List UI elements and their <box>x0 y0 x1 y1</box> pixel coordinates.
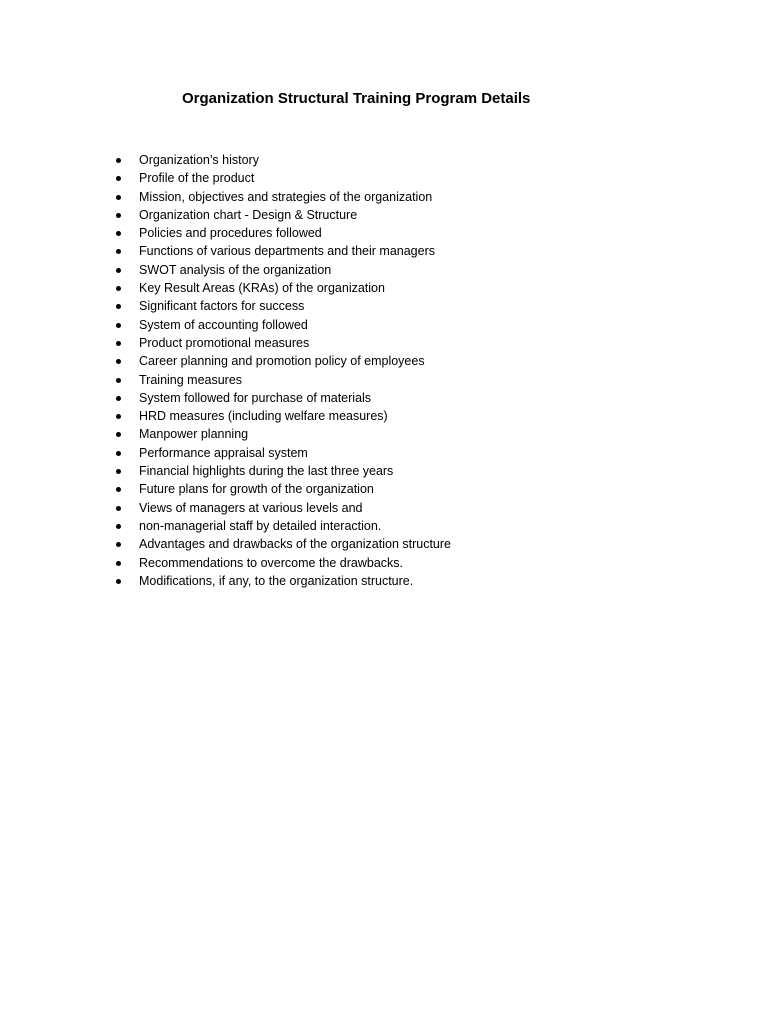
document-title: Organization Structural Training Program Details <box>182 90 531 107</box>
list-item-text: Organization’s history <box>139 153 259 167</box>
list-item-text: SWOT analysis of the organization <box>139 262 332 277</box>
list-item-text: Functions of various departments and their managers <box>139 244 435 259</box>
list-item-text: Product promotional measures <box>139 335 310 350</box>
list-item-text: Manpower planning <box>139 427 249 442</box>
list-item-text: Profile of the product <box>139 171 255 186</box>
list-item-text: System of accounting followed <box>139 317 308 332</box>
bullet-icon <box>116 542 121 547</box>
list-item-text: Mission, objectives and strategies of the organization <box>139 189 433 204</box>
bullet-icon <box>116 451 121 456</box>
list-item-text: Future plans for growth of the organization <box>139 482 374 497</box>
bullet-icon <box>116 231 121 236</box>
bullet-icon <box>116 195 121 200</box>
list-item-text: Performance appraisal system <box>139 445 308 460</box>
list-item-text: Modifications, if any, to the organization structure. <box>139 573 414 588</box>
list-item-text: Financial highlights during the last three years <box>139 464 394 479</box>
list-item-text: Organization chart - Design & Structure <box>139 207 358 222</box>
list-item-text: Advantages and drawbacks of the organization structure <box>139 537 451 552</box>
list-item-text: Recommendations to overcome the drawbacks. <box>139 555 404 570</box>
bullet-icon <box>116 579 121 584</box>
bullet-icon <box>116 323 121 328</box>
bullet-icon <box>116 469 121 474</box>
bullet-icon <box>116 524 121 529</box>
bullet-icon <box>116 176 121 181</box>
list-item-text: Key Result Areas (KRAs) of the organization <box>139 281 385 296</box>
bullet-icon <box>116 561 121 566</box>
bullet-icon <box>116 432 121 437</box>
list-item-text: Policies and procedures followed <box>139 226 322 241</box>
bullet-icon <box>116 487 121 492</box>
bullet-icon <box>116 213 121 218</box>
bullet-icon <box>116 249 121 254</box>
list-item-text: HRD measures (including welfare measures) <box>139 409 388 424</box>
bullet-icon <box>116 396 121 401</box>
bullet-icon <box>116 158 121 163</box>
list-item-text: Significant factors for success <box>139 299 305 314</box>
bullet-icon <box>116 378 121 383</box>
list-item-text: System followed for purchase of materials <box>139 390 372 405</box>
bullet-icon <box>116 506 121 511</box>
list-item-text: Views of managers at various levels and <box>139 500 363 515</box>
bullet-icon <box>116 286 121 291</box>
list-item-text: Training measures <box>139 372 243 387</box>
bullet-icon <box>116 268 121 273</box>
bullet-icon <box>116 414 121 419</box>
list-item-text: Career planning and promotion policy of employees <box>139 354 425 369</box>
bullet-icon <box>116 341 121 346</box>
bullet-icon <box>116 359 121 364</box>
bullet-icon <box>116 304 121 309</box>
list-item-text: non-managerial staff by detailed interaction. <box>139 518 382 533</box>
